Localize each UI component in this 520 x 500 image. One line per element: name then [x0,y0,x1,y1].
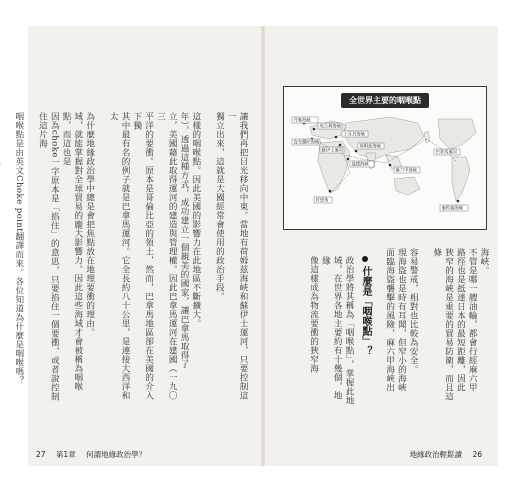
chokepoint-marker [313,128,316,131]
text-column: 像這樣成為物流要衝的狹窄海 [308,256,319,373]
chapter-title: 何謂地緣政治學？ [86,450,147,459]
text-column: 域，在世界各地主要約有十幾個，地緣 [320,256,343,400]
map-label-hormuz: 荷姆茲海峽 [359,144,381,150]
map-title: 全世界主要的咽喉點 [341,93,429,108]
text-column: 狹窄的海峽是重要的貿易防衛，而且這條 [431,248,454,401]
text-column: 容易警戒，相對也比較為安全。 [408,248,419,374]
chokepoint-marker [339,144,342,147]
map-label-suez: 蘇伊士運河 [321,148,343,154]
map-label-gibraltar: 直布羅陀海峽 [293,140,320,146]
map-label-bab: 曼德海峽 [351,162,369,168]
bullet-icon [362,256,368,262]
chokepoint-marker [347,158,350,161]
text-column: 平洋的要衝。原本是哥倫比亞的領土，然而，巴拿馬地區卻在美國的介入下獨 [131,112,154,400]
section-heading [358,256,373,356]
chokepoint-marker [355,150,358,153]
right-footer [410,449,490,460]
text-column: 面臨海盜襲擊的風險，麻六甲海峽出 [384,248,395,392]
section-heading-text: 什麼是「咽喉點」？ [360,266,371,356]
text-column: 年），透過這種方式，成功建立一個親美的國家，讓巴拿馬取得了 [179,112,190,369]
left-footer [36,449,154,460]
map-label-denmark: 丹麥海峽 [293,118,311,124]
left-page [13,26,263,466]
text-column: 為什麼地緣政治學中總是會把焦點放在地理要衝的理由。 [84,112,95,337]
text-column: 現海盜也是時有耳聞，但窄小的海峽 [396,248,407,392]
text-column: 因為choke一字原本是「掐住」的意思，只要掐住一個要衝，或者說控制住這片海 [37,112,60,401]
chokepoint-map-figure [283,86,487,230]
text-column: 這樣的咽喉點。因此美國的影響力在此地區不斷擴大。 [190,112,201,328]
chokepoint-marker [329,190,332,193]
world-map [290,109,480,225]
north-america-landmass [438,119,476,149]
chokepoint-marker [335,136,338,139]
left-page-text [13,112,248,402]
south-america-landmass [452,157,470,201]
text-column: 其中最有名的例子就是巴拿馬運河。它全長約八十公里，是連接大西洋和太 [108,112,131,400]
page-number: 26 [472,450,482,459]
text-column: 咽喉點是由英文Choke point翻譯而來。各位知道為什麼是咽喉嗎？ [13,112,24,386]
australia-landmass [394,177,420,195]
map-label-bosporus: 土耳其海峽 [343,132,365,138]
text-column: 路徑也是抵達日本的最短距離，因此 [455,248,466,392]
chapter-number: 第1章 [55,450,76,459]
text-column: 獨立出來，這就是大國經常會使用的政治手段。 [214,112,225,301]
text-column: 立，美國藉此取得運河的建造與管理權。因此巴拿馬運河在建國（一九〇三 [155,112,178,400]
right-page [263,26,498,466]
text-column: 不管是哪一艘油輪，都會行經麻六甲 [467,248,478,392]
asia-landmass [344,117,424,159]
book-title: 地緣政治輕鬆讀 [409,450,463,459]
map-label-cape: 好望角 [315,198,329,204]
map-label-dover: 英吉利海峽 [319,124,341,130]
map-label-malacca: 麻六甲海峽 [395,168,417,174]
right-page-bottom-text [309,256,354,406]
text-column: 域，就能掌握對全球貿易的龐大影響力。因此這些海域才會被稱為咽喉點，而這也是 [61,112,83,391]
map-label-panama: 巴拿馬運河 [435,150,457,156]
map-label-magellan: 麥哲倫海峽 [441,206,463,212]
right-page-top-text [381,248,489,408]
text-column: 政治學將其稱為「咽喉點」，掌握此地 [344,256,354,405]
text-column: 海峽。 [479,248,489,275]
page-number: 27 [36,450,46,459]
chokepoint-marker [457,200,460,203]
chokepoint-marker [389,164,392,167]
book-spread [13,26,498,466]
text-column: 讓我們再把目光移向中東。當地有荷姆茲海峽和蘇伊士運河，只要控制這一 [226,112,248,400]
